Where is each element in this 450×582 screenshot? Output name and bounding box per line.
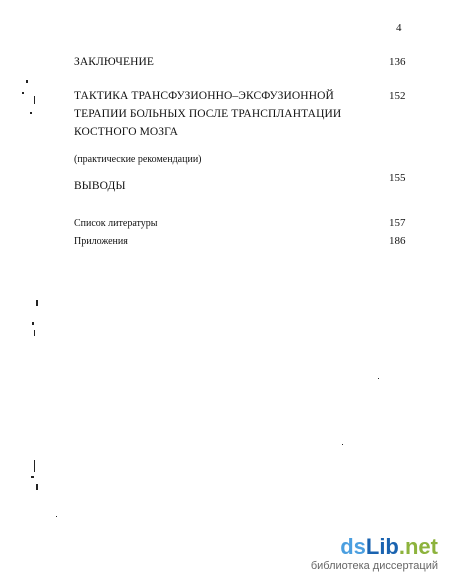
toc-entry-page: 152 [389,90,406,102]
toc-entry-title-line-3: КОСТНОГО МОЗГА [74,126,179,138]
toc-entry-page: 136 [389,56,406,68]
page-number: 4 [396,22,402,34]
toc-entry-page: 157 [389,217,406,229]
toc-entry-subtitle: (практические рекомендации) [74,154,202,165]
watermark-caption: библиотека диссертаций [310,560,438,572]
watermark [288,536,438,572]
toc-entry-title: Приложения [74,236,128,247]
toc-entry-title: Список литературы [74,218,158,229]
toc-entry-title: ВЫВОДЫ [74,180,126,192]
dslib-logo: dsLib.net [340,534,438,559]
toc-entry-title-line-1: ТАКТИКА ТРАНСФУЗИОННО–ЭКСФУЗИОННОЙ [74,90,334,102]
toc-entry-page: 186 [389,235,406,247]
toc-entry-page: 155 [389,172,406,184]
toc-entry-title: ЗАКЛЮЧЕНИЕ [74,56,155,68]
toc-entry-title-line-2: ТЕРАПИИ БОЛЬНЫХ ПОСЛЕ ТРАНСПЛАНТАЦИИ [74,108,342,120]
